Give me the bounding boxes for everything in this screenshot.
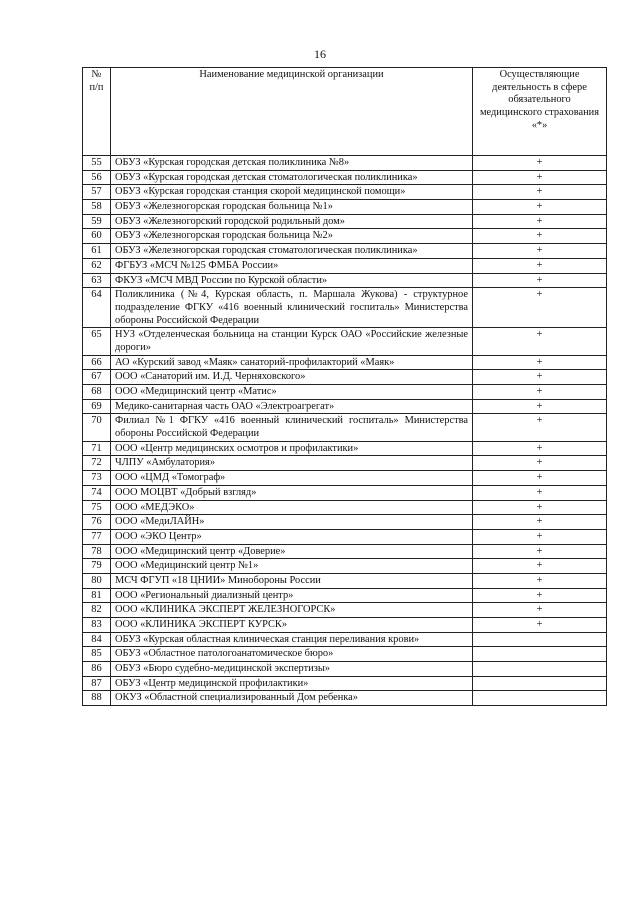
table-row [83, 485, 607, 500]
oms-mark: + [473, 588, 607, 603]
row-number: 76 [83, 515, 111, 530]
oms-mark: + [473, 355, 607, 370]
organization-name: Медико-санитарная часть ОАО «Электроагрегат» [111, 399, 473, 414]
organization-name: ООО «Медицинский центр №1» [111, 559, 473, 574]
organization-name: ОБУЗ «Курская городская детская поликлиника №8» [111, 156, 473, 171]
oms-mark: + [473, 399, 607, 414]
row-number: 75 [83, 500, 111, 515]
oms-mark: + [473, 385, 607, 400]
organization-name: ФГБУЗ «МСЧ №125 ФМБА России» [111, 258, 473, 273]
row-number: 77 [83, 529, 111, 544]
row-number: 85 [83, 647, 111, 662]
table-row [83, 559, 607, 574]
table-row [83, 273, 607, 288]
header-number: № п/п [83, 68, 111, 156]
organization-name: ОБУЗ «Железногорская городская больница №1» [111, 200, 473, 215]
table-row [83, 573, 607, 588]
oms-mark: + [473, 544, 607, 559]
oms-mark: + [473, 258, 607, 273]
page-number: 16 [314, 47, 326, 61]
organization-name: ОБУЗ «Курская городская станция скорой медицинской помощи» [111, 185, 473, 200]
organization-name: ОБУЗ «Железногорская городская больница №2» [111, 229, 473, 244]
header-oms-activity: Осуществляющие деятельность в сфере обязательного медицинского страхования «*» [473, 68, 607, 156]
organization-name: ОБУЗ «Железногорская городская стоматологическая поликлиника» [111, 244, 473, 259]
table-header-row [83, 68, 607, 156]
table-row [83, 441, 607, 456]
table-row [83, 662, 607, 677]
organization-name: ООО «Центр медицинских осмотров и профилактики» [111, 441, 473, 456]
table-row [83, 258, 607, 273]
row-number: 73 [83, 471, 111, 486]
row-number: 79 [83, 559, 111, 574]
oms-mark: + [473, 214, 607, 229]
organization-name: ООО «Медицинский центр «Доверие» [111, 544, 473, 559]
oms-mark: + [473, 441, 607, 456]
oms-mark: + [473, 618, 607, 633]
organization-name: ООО «МедиЛАЙН» [111, 515, 473, 530]
row-number: 66 [83, 355, 111, 370]
oms-mark: + [473, 485, 607, 500]
organization-name: Филиал №1 ФГКУ «416 военный клинический госпиталь» Министерства обороны Российской Федерации [111, 414, 473, 441]
table-row [83, 632, 607, 647]
row-number: 69 [83, 399, 111, 414]
table-row [83, 691, 607, 706]
oms-mark: + [473, 328, 607, 355]
oms-mark: + [473, 288, 607, 328]
organization-name: ОБУЗ «Бюро судебно-медицинской экспертизы» [111, 662, 473, 677]
organization-name: АО «Курский завод «Маяк» санаторий-профилакторий «Маяк» [111, 355, 473, 370]
oms-mark: + [473, 370, 607, 385]
table-row [83, 370, 607, 385]
oms-mark: + [473, 185, 607, 200]
table-body [83, 156, 607, 706]
oms-mark: + [473, 273, 607, 288]
organization-name: ООО «ЭКО Центр» [111, 529, 473, 544]
organization-name: ОБУЗ «Курская областная клиническая станция переливания крови» [111, 632, 473, 647]
oms-mark: + [473, 156, 607, 171]
oms-mark: + [473, 456, 607, 471]
row-number: 65 [83, 328, 111, 355]
table-row [83, 288, 607, 328]
row-number: 86 [83, 662, 111, 677]
table-row [83, 529, 607, 544]
row-number: 64 [83, 288, 111, 328]
row-number: 87 [83, 676, 111, 691]
oms-mark: + [473, 170, 607, 185]
row-number: 80 [83, 573, 111, 588]
table-row [83, 500, 607, 515]
table-row [83, 471, 607, 486]
oms-mark: + [473, 471, 607, 486]
row-number: 67 [83, 370, 111, 385]
organization-name: ООО «Региональный диализный центр» [111, 588, 473, 603]
oms-mark [473, 662, 607, 677]
row-number: 60 [83, 229, 111, 244]
organization-name: Поликлиника (№4, Курская область, п. Маршала Жукова) - структурное подразделение ФГКУ «416 военный клинический госпиталь» Министерства обороны Российской Федерации [111, 288, 473, 328]
oms-mark: + [473, 573, 607, 588]
organization-name: ОБУЗ «Областное патологоанатомическое бюро» [111, 647, 473, 662]
oms-mark: + [473, 515, 607, 530]
oms-mark: + [473, 414, 607, 441]
oms-mark [473, 676, 607, 691]
organization-name: ООО «ЦМД «Томограф» [111, 471, 473, 486]
table-row [83, 456, 607, 471]
oms-mark: + [473, 229, 607, 244]
row-number: 59 [83, 214, 111, 229]
table-row [83, 229, 607, 244]
table-row [83, 385, 607, 400]
table-row [83, 170, 607, 185]
row-number: 78 [83, 544, 111, 559]
row-number: 71 [83, 441, 111, 456]
organization-name: ООО «Медицинский центр «Матис» [111, 385, 473, 400]
oms-mark: + [473, 529, 607, 544]
table-row [83, 603, 607, 618]
row-number: 83 [83, 618, 111, 633]
table-row [83, 676, 607, 691]
table-row [83, 515, 607, 530]
row-number: 55 [83, 156, 111, 171]
row-number: 57 [83, 185, 111, 200]
table-row [83, 355, 607, 370]
table-row [83, 328, 607, 355]
organization-name: ОКУЗ «Областной специализированный Дом ребенка» [111, 691, 473, 706]
organization-name: ООО «КЛИНИКА ЭКСПЕРТ ЖЕЛЕЗНОГОРСК» [111, 603, 473, 618]
row-number: 70 [83, 414, 111, 441]
oms-mark [473, 691, 607, 706]
organization-name: ЧЛПУ «Амбулатория» [111, 456, 473, 471]
organization-name: ФКУЗ «МСЧ МВД России по Курской области» [111, 273, 473, 288]
row-number: 72 [83, 456, 111, 471]
table-row [83, 244, 607, 259]
organization-name: ООО МОЦВТ «Добрый взгляд» [111, 485, 473, 500]
organization-name: МСЧ ФГУП «18 ЦНИИ» Минобороны России [111, 573, 473, 588]
row-number: 56 [83, 170, 111, 185]
oms-mark: + [473, 603, 607, 618]
oms-mark [473, 632, 607, 647]
row-number: 58 [83, 200, 111, 215]
row-number: 88 [83, 691, 111, 706]
table-row [83, 618, 607, 633]
oms-mark: + [473, 244, 607, 259]
organization-name: ООО «КЛИНИКА ЭКСПЕРТ КУРСК» [111, 618, 473, 633]
organization-name: ОБУЗ «Курская городская детская стоматологическая поликлиника» [111, 170, 473, 185]
organization-name: ОБУЗ «Железногорский городской родильный дом» [111, 214, 473, 229]
table-row [83, 588, 607, 603]
oms-mark: + [473, 200, 607, 215]
row-number: 81 [83, 588, 111, 603]
row-number: 62 [83, 258, 111, 273]
row-number: 63 [83, 273, 111, 288]
table-row [83, 544, 607, 559]
row-number: 84 [83, 632, 111, 647]
table-row [83, 200, 607, 215]
oms-mark [473, 647, 607, 662]
organization-name: ОБУЗ «Центр медицинской профилактики» [111, 676, 473, 691]
table-row [83, 185, 607, 200]
table-row [83, 214, 607, 229]
organization-name: ООО «Санаторий им. И.Д. Черняховского» [111, 370, 473, 385]
organization-name: НУЗ «Отделенческая больница на станции Курск ОАО «Российские железные дороги» [111, 328, 473, 355]
table-row [83, 156, 607, 171]
oms-mark: + [473, 559, 607, 574]
row-number: 61 [83, 244, 111, 259]
medical-organizations-table [82, 67, 607, 706]
header-organization-name: Наименование медицинской организации [111, 68, 473, 156]
oms-mark: + [473, 500, 607, 515]
table-row [83, 414, 607, 441]
table-row [83, 399, 607, 414]
row-number: 68 [83, 385, 111, 400]
table-row [83, 647, 607, 662]
row-number: 82 [83, 603, 111, 618]
organization-name: ООО «МЕДЭКО» [111, 500, 473, 515]
row-number: 74 [83, 485, 111, 500]
